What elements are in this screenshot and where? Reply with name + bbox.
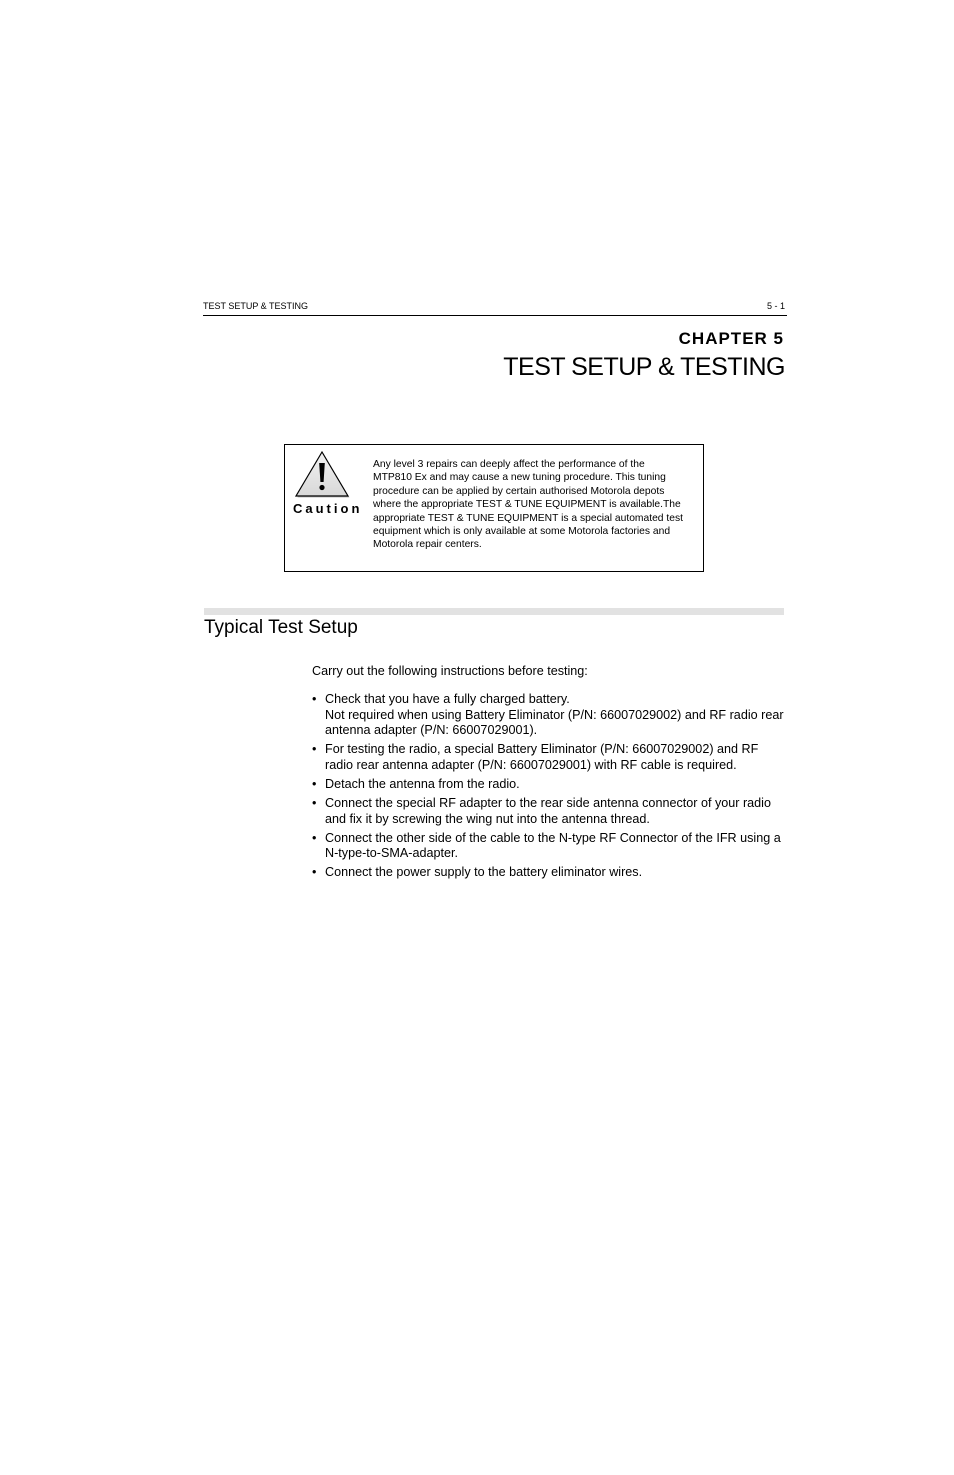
section-divider (204, 608, 784, 615)
list-item-text: • Connect the other side of the cable to the N-type RF Connector of the IFR using a N-type-to-SMA-adapter. (325, 830, 781, 861)
page-number: 5 - 1 (766, 301, 785, 311)
list-item-note: Not required when using Battery Eliminator (P/N: 66007029002) and RF radio rear antenna adapter (P/N: 66007029001). (325, 707, 784, 738)
list-item (312, 831, 786, 862)
caution-text: Any level 3 repairs can deeply affect the performance of the MTP810 Ex and may cause a new tuning procedure. This tuning procedure can be applied by certain authorised Motorola depots where the appropriate TEST & TUNE EQUIPMENT is available.The appropriate TEST & TUNE EQUIPMENT is a special automated test equipment which is only available at some Motorola factories and Motorola repair centers. (373, 459, 683, 551)
warning-triangle-icon (294, 449, 350, 499)
list-item-text: • Connect the special RF adapter to the rear side antenna connector of your radio and fix it by screwing the wing nut into the antenna thread. (325, 796, 771, 826)
list-item (312, 796, 786, 827)
running-header-section: TEST SETUP & TESTING (203, 301, 309, 311)
chapter-label: CHAPTER 5 (678, 329, 784, 348)
list-item (312, 777, 786, 793)
list-item (312, 692, 786, 739)
list-item (312, 865, 786, 881)
intro-paragraph: Carry out the following instructions before testing: (312, 664, 588, 678)
list-item-text: • Detach the antenna from the radio. (325, 776, 520, 791)
instruction-list (312, 692, 786, 885)
list-item-text: • Check that you have a fully charged battery. (325, 692, 570, 706)
caution-box (284, 444, 704, 572)
list-item-text: • Connect the power supply to the battery eliminator wires. (325, 865, 643, 880)
chapter-title: TEST SETUP & TESTING (503, 353, 785, 381)
section-heading: Typical Test Setup (204, 617, 358, 638)
list-item (312, 742, 786, 773)
list-item-text: • For testing the radio, a special Battery Eliminator (P/N: 66007029002) and RF radio rear antenna adapter (P/N: 66007029001) with RF cable is required. (325, 742, 759, 772)
running-header (203, 300, 787, 316)
caution-label: Caution (293, 501, 363, 516)
